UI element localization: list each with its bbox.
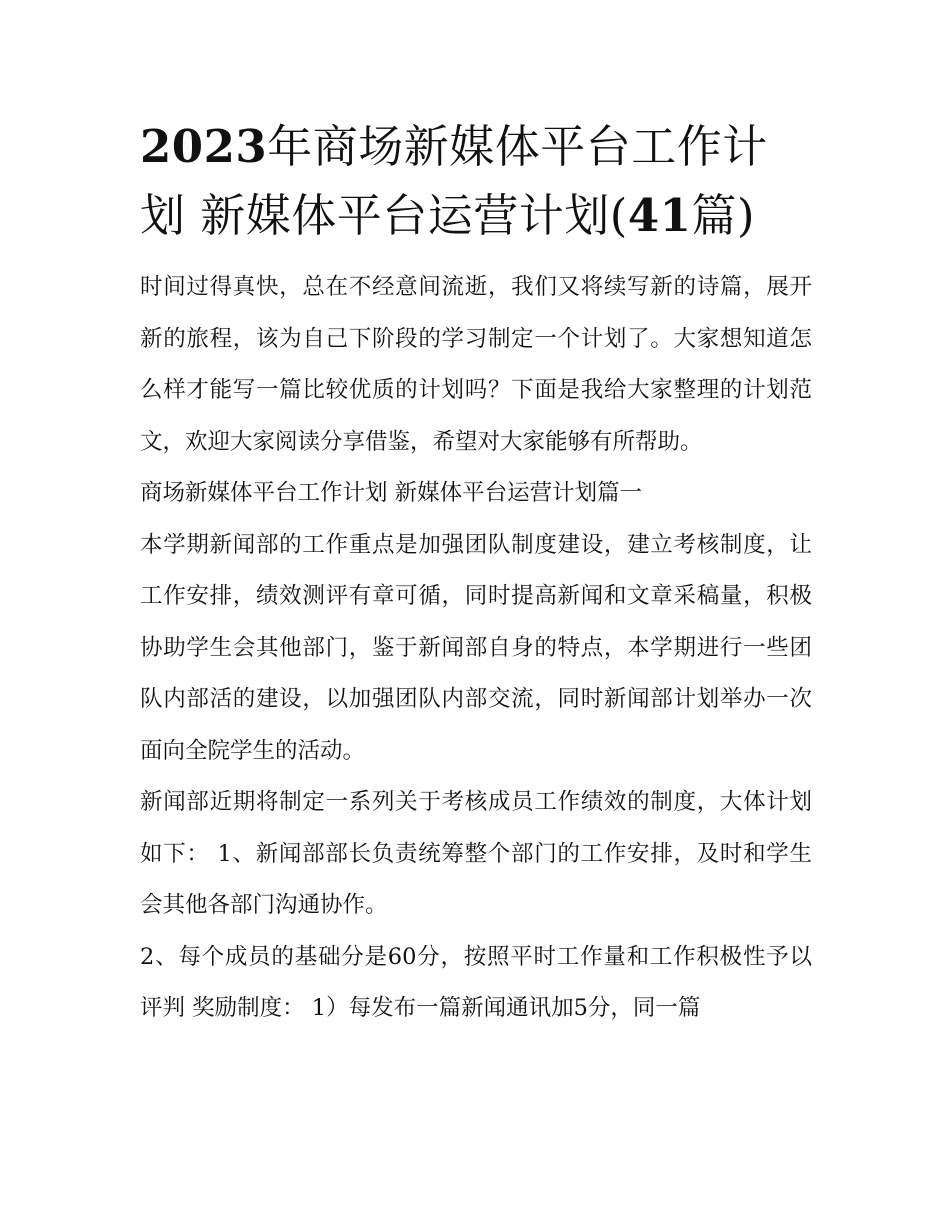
title-year: 2023 <box>140 120 268 173</box>
body-paragraph-1: 本学期新闻部的工作重点是加强团队制度建设，建立考核制度，让工作安排，绩效测评有章可循，同时提高新闻和文章采稿量，积极协助学生会其他部门，鉴于新闻部自身的特点，本学期进行一些团队内部活的建设，以加强团队内部交流，同时新闻部计划举办一次面向全院学生的活动。 <box>140 531 812 764</box>
title-main-text: 年商场新媒体平台工作计划 新媒体平台运营计划( <box>140 120 768 242</box>
intro-paragraph: 时间过得真快，总在不经意间流逝，我们又将续写新的诗篇，展开新的旅程，该为自己下阶段的学习制定一个计划了。大家想知道怎么样才能写一篇比较优质的计划吗？下面是我给大家整理的计划范文，欢迎大家阅读分享借鉴，希望对大家能够有所帮助。 <box>140 274 812 455</box>
title-suffix: 篇) <box>691 189 756 242</box>
body-paragraph-3: 2、每个成员的基础分是60分，按照平时工作量和工作积极性予以评判 奖励制度： 1）每发布一篇新闻通讯加5分，同一篇 <box>140 943 812 1021</box>
title-count: 41 <box>627 189 692 242</box>
document-page <box>140 112 812 1035</box>
body-paragraph-2: 新闻部近期将制定一系列关于考核成员工作绩效的制度，大体计划如下： 1、新闻部部长负责统筹整个部门的工作安排，及时和学生会其他各部门沟通协作。 <box>140 789 812 918</box>
document-title <box>140 112 812 250</box>
section-heading: 商场新媒体平台工作计划 新媒体平台运营计划篇一 <box>140 480 643 506</box>
